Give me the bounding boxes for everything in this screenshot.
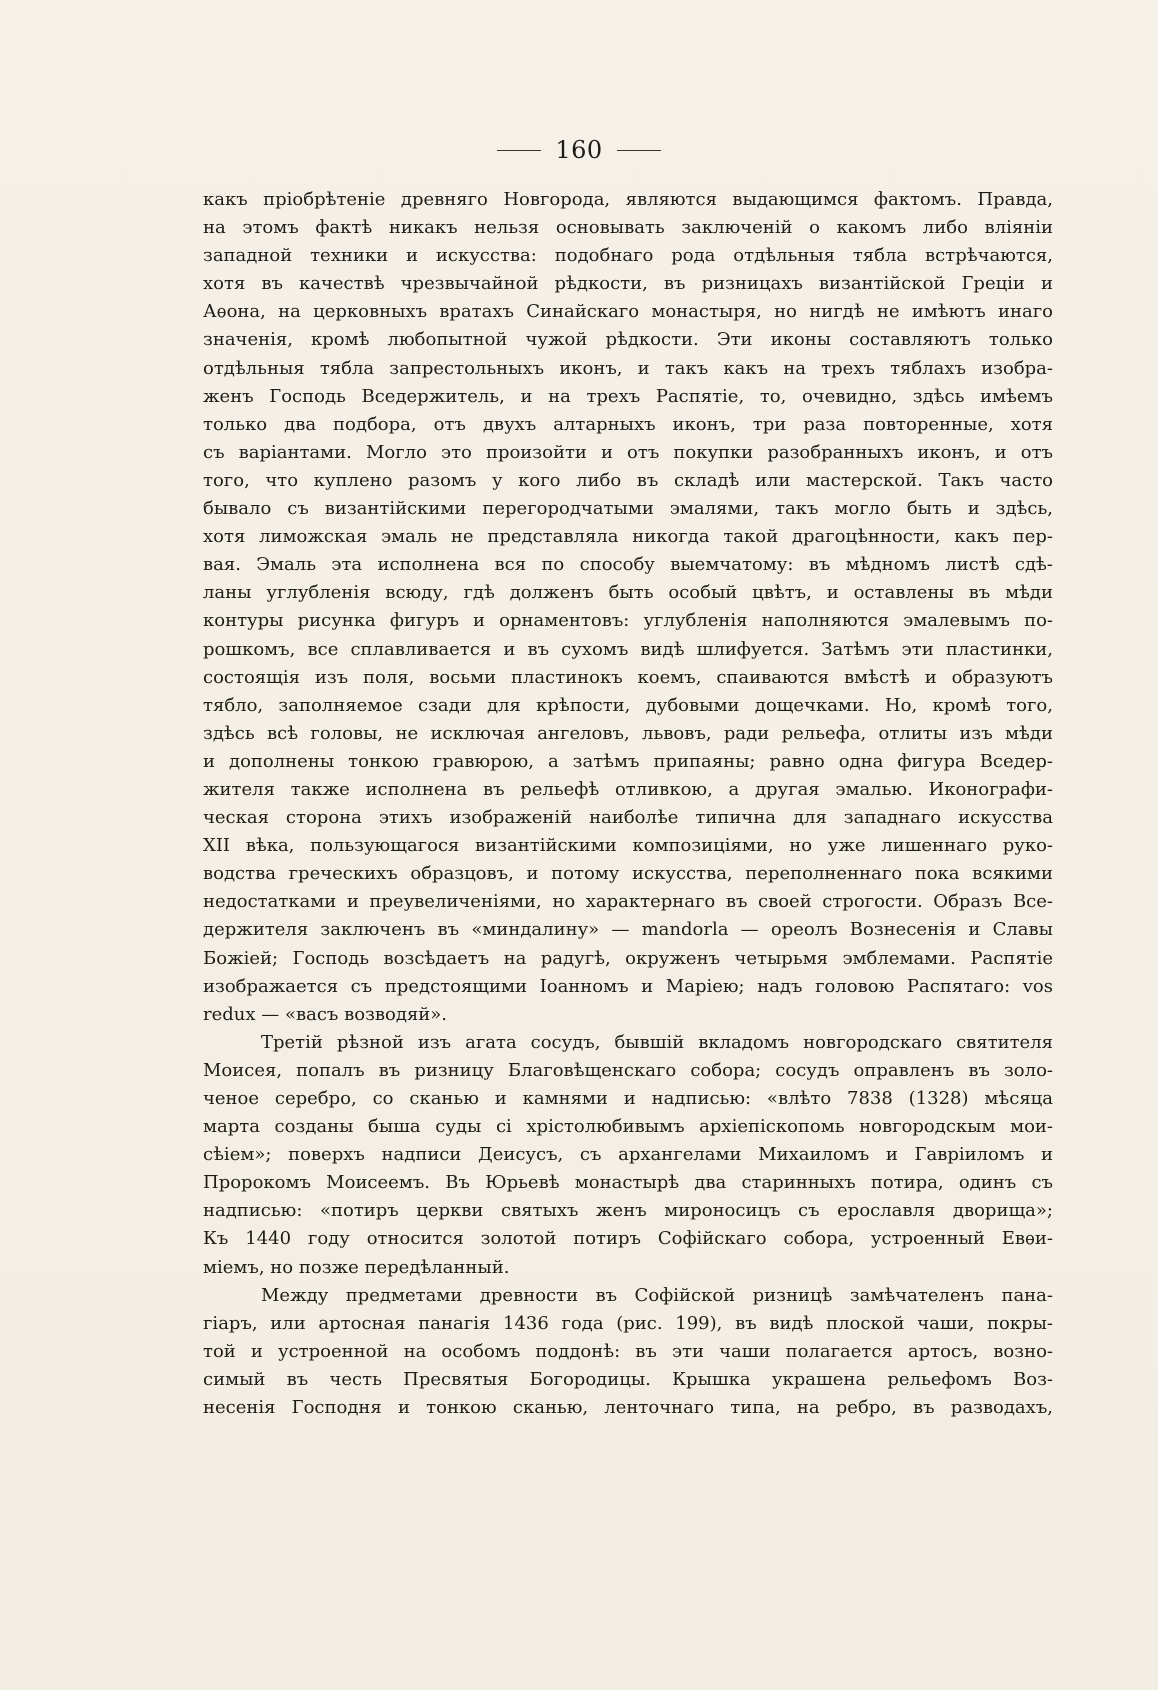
text-line: ланы углубленія всюду, гдѣ долженъ быть особый цвѣтъ, и оставлены въ мѣди: [203, 582, 1053, 604]
text-line: изображается съ предстоящими Іоанномъ и Маріею; надъ головою Распятаго: vos: [203, 975, 1053, 997]
text-line: контуры рисунка фигуръ и орнаментовъ: углубленія наполняются эмалевымъ по-: [203, 610, 1053, 632]
text-line: XII вѣка, пользующагося византійскими композиціями, но уже лишеннаго руко-: [203, 835, 1053, 857]
text-line: Моисея, попалъ въ ризницу Благовѣщенскаго собора; сосудъ оправленъ въ золо-: [203, 1059, 1053, 1081]
text-line: хотя лиможская эмаль не представляла никогда такой драгоцѣнности, какъ пер-: [203, 526, 1053, 548]
text-line: какъ пріобрѣтеніе древняго Новгорода, являются выдающимся фактомъ. Правда,: [203, 189, 1053, 210]
text-line: женъ Господь Вседержитель, и на трехъ Распятіе, то, очевидно, здѣсь имѣемъ: [203, 385, 1053, 407]
text-line: симый въ честь Пресвятыя Богородицы. Крышка украшена рельефомъ Воз-: [203, 1368, 1053, 1390]
header-rule-left: [497, 150, 541, 151]
text-line: на этомъ фактѣ никакъ нельзя основывать заключеній о какомъ либо вліяніи: [203, 217, 1053, 239]
text-line: состоящія изъ поля, восьми пластинокъ коемъ, спаиваются вмѣстѣ и образуютъ: [203, 666, 1053, 688]
text-line: надписью: «потиръ церкви святыхъ женъ мироносицъ съ ерославля дворища»;: [203, 1200, 1053, 1222]
text-line: того, что куплено разомъ у кого либо въ складѣ или мастерской. Такъ часто: [203, 469, 1053, 491]
text-line: ческая сторона этихъ изображеній наиболѣе типична для западнаго искусства: [203, 807, 1053, 829]
text-line: ченое серебро, со сканью и камнями и надписью: «влѣто 7838 (1328) мѣсяца: [203, 1088, 1053, 1109]
text-line: Аѳона, на церковныхъ вратахъ Синайскаго монастыря, но нигдѣ не имѣютъ инаго: [203, 301, 1053, 323]
text-line: держителя заключенъ въ «миндалину» — mandorla — ореолъ Вознесенія и Славы: [203, 919, 1053, 941]
page-header: [0, 132, 1158, 168]
text-line: redux — «васъ возводяй».: [203, 1003, 448, 1025]
text-line: Пророкомъ Моисеемъ. Въ Юрьевѣ монастырѣ два старинныхъ потира, одинъ съ: [203, 1172, 1053, 1194]
body-text: [203, 186, 1053, 1422]
text-line: несенія Господня и тонкою сканью, ленточнаго типа, на ребро, въ разводахъ,: [203, 1397, 1053, 1419]
text-line: Къ 1440 году относится золотой потиръ Софійскаго собора, устроенный Евѳи-: [203, 1228, 1053, 1250]
text-line: марта созданы быша суды сі хрістолюбивымъ архіепіскопомь новгородскым мои-: [203, 1116, 1053, 1138]
text-line: той и устроенной на особомъ поддонѣ: въ эти чаши полагается артосъ, возно-: [203, 1340, 1053, 1362]
text-line: значенія, кромѣ любопытной чужой рѣдкости. Эти иконы составляютъ только: [203, 329, 1053, 351]
text-line: сѣіем»; поверхъ надписи Деисусъ, съ архангелами Михаиломъ и Гавріиломъ и: [203, 1144, 1053, 1166]
text-line: хотя въ качествѣ чрезвычайной рѣдкости, въ ризницахъ византійской Греціи и: [203, 273, 1053, 295]
text-line: водства греческихъ образцовъ, и потому искусства, переполненнаго пока всякими: [203, 863, 1053, 885]
header-rule-right: [617, 150, 661, 151]
text-line: Третій рѣзной изъ агата сосудъ, бывшій вкладомъ новгородскаго святителя: [261, 1031, 1053, 1053]
text-line: только два подбора, отъ двухъ алтарныхъ иконъ, три раза повторенные, хотя: [203, 413, 1053, 435]
text-line: вая. Эмаль эта исполнена вся по способу выемчатому: въ мѣдномъ листѣ сдѣ-: [203, 554, 1053, 576]
text-line: бывало съ византійскими перегородчатыми эмалями, такъ могло быть и здѣсь,: [203, 498, 1053, 520]
text-line: жителя также исполнена въ рельефѣ отливкою, а другая эмалью. Иконографи-: [203, 778, 1053, 800]
text-line: и дополнены тонкою гравюрою, а затѣмъ припаяны; равно одна фигура Вседер-: [203, 750, 1053, 772]
text-line: рошкомъ, все сплавливается и въ сухомъ видѣ шлифуется. Затѣмъ эти пластинки,: [203, 638, 1053, 660]
text-line: гіаръ, или артосная панагія 1436 года (рис. 199), въ видѣ плоской чаши, покры-: [203, 1312, 1053, 1334]
text-line: міемъ, но позже передѣланный.: [203, 1256, 510, 1278]
text-line: здѣсь всѣ головы, не исключая ангеловъ, львовъ, ради рельефа, отлиты изъ мѣди: [203, 722, 1053, 744]
text-line: Между предметами древности въ Софійской ризницѣ замѣчателенъ пана-: [261, 1284, 1053, 1306]
page-number: 160: [555, 136, 603, 164]
text-line: западной техники и искусства: подобнаго рода отдѣльныя тябла встрѣчаются,: [203, 245, 1053, 267]
text-line: Божіей; Господь возсѣдаетъ на радугѣ, окруженъ четырьмя эмблемами. Распятіе: [203, 947, 1053, 969]
text-line: недостатками и преувеличеніями, но характернаго въ своей строгости. Образъ Все-: [203, 891, 1053, 913]
text-line: съ варіантами. Могло это произойти и отъ покупки разобранныхъ иконъ, и отъ: [203, 441, 1053, 463]
text-line: отдѣльныя тябла запрестольныхъ иконъ, и такъ какъ на трехъ тяблахъ изобра-: [203, 357, 1053, 379]
text-line: тябло, заполняемое сзади для крѣпости, дубовыми дощечками. Но, кромѣ того,: [203, 694, 1053, 716]
